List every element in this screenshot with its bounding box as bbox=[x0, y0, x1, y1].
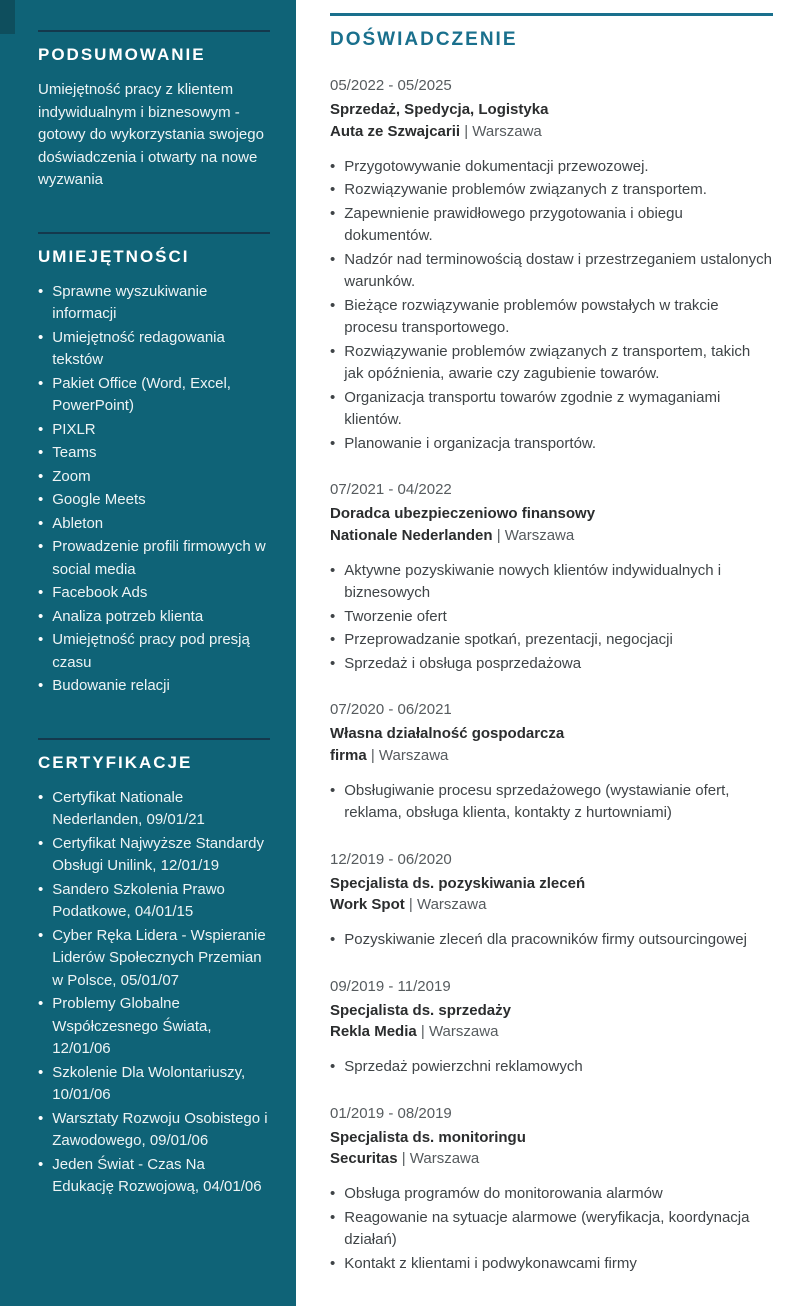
list-item bbox=[330, 179, 773, 202]
list-item bbox=[330, 156, 773, 179]
job-company-line bbox=[330, 745, 773, 767]
list-item-text: Planowanie i organizacja transportów. bbox=[344, 434, 597, 452]
bullet-icon: • bbox=[330, 607, 336, 625]
job-dates: 12/2019 - 06/2020 bbox=[330, 850, 452, 868]
job-location: | Warszawa bbox=[460, 122, 542, 140]
job-entry bbox=[330, 479, 773, 675]
job-dates: 05/2022 - 05/2025 bbox=[330, 77, 452, 94]
bullet-icon: • bbox=[38, 926, 44, 944]
summary-paragraph: Umiejętność pracy z klientem indywidualnym i biznesowym - gotowy do wykorzystania swojego doświadczenia i otwarty na nowe wyzwania bbox=[38, 81, 264, 188]
bullet-icon: • bbox=[330, 434, 336, 452]
job-bullets bbox=[330, 1056, 773, 1079]
list-item bbox=[38, 466, 270, 489]
job-dates: 01/2019 - 08/2019 bbox=[330, 1104, 452, 1122]
list-item bbox=[330, 1056, 773, 1079]
list-item-text: Obsługa programów do monitorowania alarmów bbox=[344, 1185, 663, 1202]
list-item-text: Sprzedaż i obsługa posprzedażowa bbox=[344, 654, 582, 672]
list-item bbox=[38, 879, 270, 924]
bullet-icon: • bbox=[330, 342, 336, 360]
bullet-icon: • bbox=[38, 282, 44, 300]
sidebar-section-title: CERTYFIKACJE bbox=[38, 752, 193, 772]
list-item bbox=[330, 249, 773, 294]
bullet-icon: • bbox=[38, 607, 44, 625]
bullet-icon: • bbox=[38, 677, 44, 694]
list-item bbox=[330, 606, 773, 629]
sidebar bbox=[0, 0, 296, 1306]
job-dates: 09/2019 - 11/2019 bbox=[330, 977, 451, 995]
list-item-text: Rozwiązywanie problemów związanych z transportem, takich jak opóźnienia, awarie czy zagubienie towarów. bbox=[344, 342, 751, 382]
list-item-text: Organizacja transportu towarów zgodnie z wymaganiami klientów. bbox=[344, 388, 721, 428]
job-title: Sprzedaż, Spedycja, Logistyka bbox=[330, 101, 549, 118]
list-item bbox=[330, 387, 773, 432]
bullet-icon: • bbox=[38, 374, 44, 392]
list-item-text: Zoom bbox=[52, 467, 91, 485]
bullet-icon: • bbox=[330, 1254, 336, 1272]
section-divider bbox=[38, 738, 270, 740]
bullet-icon: • bbox=[38, 491, 44, 508]
job-title: Specjalista ds. pozyskiwania zleceń bbox=[330, 874, 586, 892]
bullet-icon: • bbox=[38, 631, 44, 648]
list-item-text: Facebook Ads bbox=[52, 584, 148, 601]
bullet-icon: • bbox=[330, 1185, 336, 1202]
list-item-text: Cyber Ręka Lidera - Wspieranie Liderów Społecznych Przemian w Polsce, 05/01/07 bbox=[52, 926, 266, 989]
job-bullets bbox=[330, 1183, 773, 1275]
list-item-text: Teams bbox=[52, 444, 97, 461]
job-title: Specjalista ds. sprzedaży bbox=[330, 1001, 511, 1019]
list-item-text: Google Meets bbox=[52, 491, 146, 508]
sidebar-section bbox=[38, 232, 270, 698]
list-item bbox=[38, 327, 270, 372]
list-item bbox=[38, 1062, 270, 1107]
list-item-text: PIXLR bbox=[52, 420, 96, 438]
job-entry bbox=[330, 699, 773, 825]
list-item bbox=[38, 489, 270, 512]
job-company-line bbox=[330, 1148, 773, 1170]
bullet-icon: • bbox=[38, 538, 44, 555]
list-item bbox=[38, 629, 270, 674]
list-item bbox=[330, 295, 773, 340]
list-item-text: Nadzór nad terminowością dostaw i przestrzeganiem ustalonych warunków. bbox=[344, 250, 772, 290]
bullet-icon: • bbox=[38, 420, 44, 438]
list-item-text: Warsztaty Rozwoju Osobistego i Zawodowego, 09/01/06 bbox=[52, 1109, 268, 1149]
job-bullets bbox=[330, 156, 773, 456]
bullet-icon: • bbox=[38, 880, 44, 898]
bullet-icon: • bbox=[38, 788, 44, 806]
bullet-icon: • bbox=[38, 444, 44, 461]
list-item bbox=[38, 582, 270, 605]
job-entry bbox=[330, 75, 773, 455]
bullet-icon: • bbox=[38, 834, 44, 852]
list-item bbox=[38, 536, 270, 581]
sidebar-section-title: PODSUMOWANIE bbox=[38, 45, 206, 64]
job-dates: 07/2021 - 04/2022 bbox=[330, 481, 452, 498]
list-item bbox=[38, 787, 270, 832]
list-item-text: Bieżące rozwiązywanie problemów powstałych w trakcie procesu transportowego. bbox=[344, 296, 719, 336]
job-dates: 07/2020 - 06/2021 bbox=[330, 701, 452, 718]
job-location: | Warszawa bbox=[492, 526, 575, 544]
list-item-text: Przygotowywanie dokumentacji przewozowej. bbox=[344, 157, 649, 175]
job-company-line bbox=[330, 121, 773, 143]
job-title: Doradca ubezpieczeniowo finansowy bbox=[330, 505, 596, 522]
bullet-icon: • bbox=[38, 584, 44, 601]
job-location: | Warszawa bbox=[416, 1023, 499, 1041]
bullet-icon: • bbox=[330, 157, 336, 175]
job-bullets bbox=[330, 780, 773, 825]
list-item-text: Przeprowadzanie spotkań, prezentacji, negocjacji bbox=[344, 631, 673, 648]
list-item bbox=[330, 203, 773, 248]
list-item bbox=[38, 1108, 270, 1153]
list-item bbox=[330, 653, 773, 676]
list-item-text: Szkolenie Dla Wolontariuszy, 10/01/06 bbox=[52, 1063, 246, 1103]
job-location: | Warszawa bbox=[404, 896, 487, 914]
list-item-text: Kontakt z klientami i podwykonawcami firmy bbox=[344, 1254, 637, 1272]
job-company: Work Spot bbox=[330, 896, 405, 914]
list-item-text: Certyfikat Najwyższe Standardy Obsługi Unilink, 12/01/19 bbox=[52, 834, 265, 874]
job-title: Własna działalność gospodarcza bbox=[330, 725, 565, 742]
bullet-icon: • bbox=[330, 296, 336, 314]
bullet-icon: • bbox=[330, 1058, 336, 1075]
list-item bbox=[330, 629, 773, 652]
sidebar-sections bbox=[38, 30, 270, 1199]
bullet-icon: • bbox=[38, 467, 44, 485]
bullet-icon: • bbox=[38, 328, 44, 346]
sidebar-list bbox=[38, 281, 270, 698]
bullet-icon: • bbox=[38, 995, 44, 1012]
list-item bbox=[38, 373, 270, 418]
list-item-text: Umiejętność pracy pod presją czasu bbox=[52, 631, 250, 671]
list-item-text: Pozyskiwanie zleceń dla pracowników firmy outsourcingowej bbox=[344, 931, 747, 948]
job-company: Rekla Media bbox=[330, 1023, 417, 1041]
section-divider bbox=[38, 30, 270, 32]
job-company: firma bbox=[330, 746, 367, 764]
list-item bbox=[330, 341, 773, 386]
list-item-text: Ableton bbox=[52, 514, 104, 532]
list-item bbox=[38, 513, 270, 536]
list-item bbox=[38, 675, 270, 698]
list-item bbox=[38, 442, 270, 465]
list-item bbox=[38, 993, 270, 1061]
bullet-icon: • bbox=[330, 631, 336, 648]
job-entry bbox=[330, 849, 773, 952]
bullet-icon: • bbox=[38, 1109, 44, 1127]
job-list bbox=[330, 75, 773, 1275]
list-item bbox=[330, 1207, 773, 1252]
list-item-text: Zapewnienie prawidłowego przygotowania i obiegu dokumentów. bbox=[344, 204, 683, 244]
job-title: Specjalista ds. monitoringu bbox=[330, 1128, 526, 1146]
job-company-line bbox=[330, 1021, 773, 1043]
section-divider bbox=[38, 232, 270, 234]
bullet-icon: • bbox=[330, 654, 336, 672]
list-item bbox=[330, 1253, 773, 1276]
list-item-text: Analiza potrzeb klienta bbox=[52, 607, 204, 625]
job-entry bbox=[330, 1103, 773, 1276]
list-item bbox=[330, 560, 773, 605]
bullet-icon: • bbox=[38, 1063, 44, 1081]
job-company-line bbox=[330, 894, 773, 916]
list-item bbox=[38, 925, 270, 993]
job-entry bbox=[330, 976, 773, 1079]
sidebar-section bbox=[38, 738, 270, 1199]
list-item bbox=[330, 780, 773, 825]
list-item-text: Jeden Świat - Czas Na Edukację Rozwojową, 04/01/06 bbox=[52, 1155, 262, 1195]
bullet-icon: • bbox=[330, 181, 336, 198]
bullet-icon: • bbox=[330, 561, 336, 579]
list-item-text: Obsługiwanie procesu sprzedażowego (wystawianie ofert, reklama, obsługa klienta, kontakty z hurtowniami) bbox=[344, 781, 730, 821]
bullet-icon: • bbox=[330, 931, 336, 948]
list-item-text: Tworzenie ofert bbox=[344, 607, 447, 625]
list-item bbox=[330, 433, 773, 456]
sidebar-list bbox=[38, 787, 270, 1199]
job-location: | Warszawa bbox=[366, 746, 449, 764]
list-item bbox=[38, 281, 270, 326]
corner-accent bbox=[0, 0, 15, 34]
job-bullets bbox=[330, 929, 773, 952]
job-company: Auta ze Szwajcarii bbox=[330, 122, 461, 140]
list-item-text: Prowadzenie profili firmowych w social media bbox=[52, 538, 266, 578]
job-company: Securitas bbox=[330, 1150, 398, 1168]
job-company-line bbox=[330, 525, 773, 547]
list-item bbox=[330, 929, 773, 952]
bullet-icon: • bbox=[38, 1155, 44, 1173]
bullet-icon: • bbox=[330, 388, 336, 406]
list-item-text: Aktywne pozyskiwanie nowych klientów indywidualnych i biznesowych bbox=[344, 561, 722, 601]
list-item-text: Reagowanie na sytuacje alarmowe (weryfikacja, koordynacja działań) bbox=[344, 1208, 750, 1248]
job-bullets bbox=[330, 560, 773, 676]
bullet-icon: • bbox=[330, 781, 336, 799]
bullet-icon: • bbox=[330, 204, 336, 222]
bullet-icon: • bbox=[330, 1208, 336, 1226]
list-item-text: Sandero Szkolenia Prawo Podatkowe, 04/01/15 bbox=[52, 880, 225, 920]
list-item-text: Certyfikat Nationale Nederlanden, 09/01/21 bbox=[52, 788, 205, 828]
bullet-icon: • bbox=[330, 250, 336, 268]
list-item-text: Pakiet Office (Word, Excel, PowerPoint) bbox=[52, 374, 231, 414]
experience-title: DOŚWIADCZENIE bbox=[330, 29, 518, 50]
list-item-text: Umiejętność redagowania tekstów bbox=[52, 328, 225, 368]
list-item bbox=[38, 1154, 270, 1199]
list-item-text: Problemy Globalne Współczesnego Świata, 12/01/06 bbox=[52, 995, 212, 1057]
list-item bbox=[38, 833, 270, 878]
list-item-text: Rozwiązywanie problemów związanych z transportem. bbox=[344, 181, 707, 198]
job-location: | Warszawa bbox=[397, 1150, 480, 1168]
list-item-text: Budowanie relacji bbox=[52, 677, 170, 694]
list-item bbox=[38, 419, 270, 442]
bullet-icon: • bbox=[38, 514, 44, 532]
sidebar-section bbox=[38, 30, 270, 192]
list-item-text: Sprzedaż powierzchni reklamowych bbox=[344, 1058, 583, 1075]
list-item bbox=[330, 1183, 773, 1206]
sidebar-section-title: UMIEJĘTNOŚCI bbox=[38, 246, 190, 266]
job-company: Nationale Nederlanden bbox=[330, 526, 493, 544]
top-divider bbox=[330, 13, 773, 16]
experience-column bbox=[296, 0, 804, 1306]
list-item-text: Sprawne wyszukiwanie informacji bbox=[52, 282, 208, 322]
list-item bbox=[38, 606, 270, 629]
